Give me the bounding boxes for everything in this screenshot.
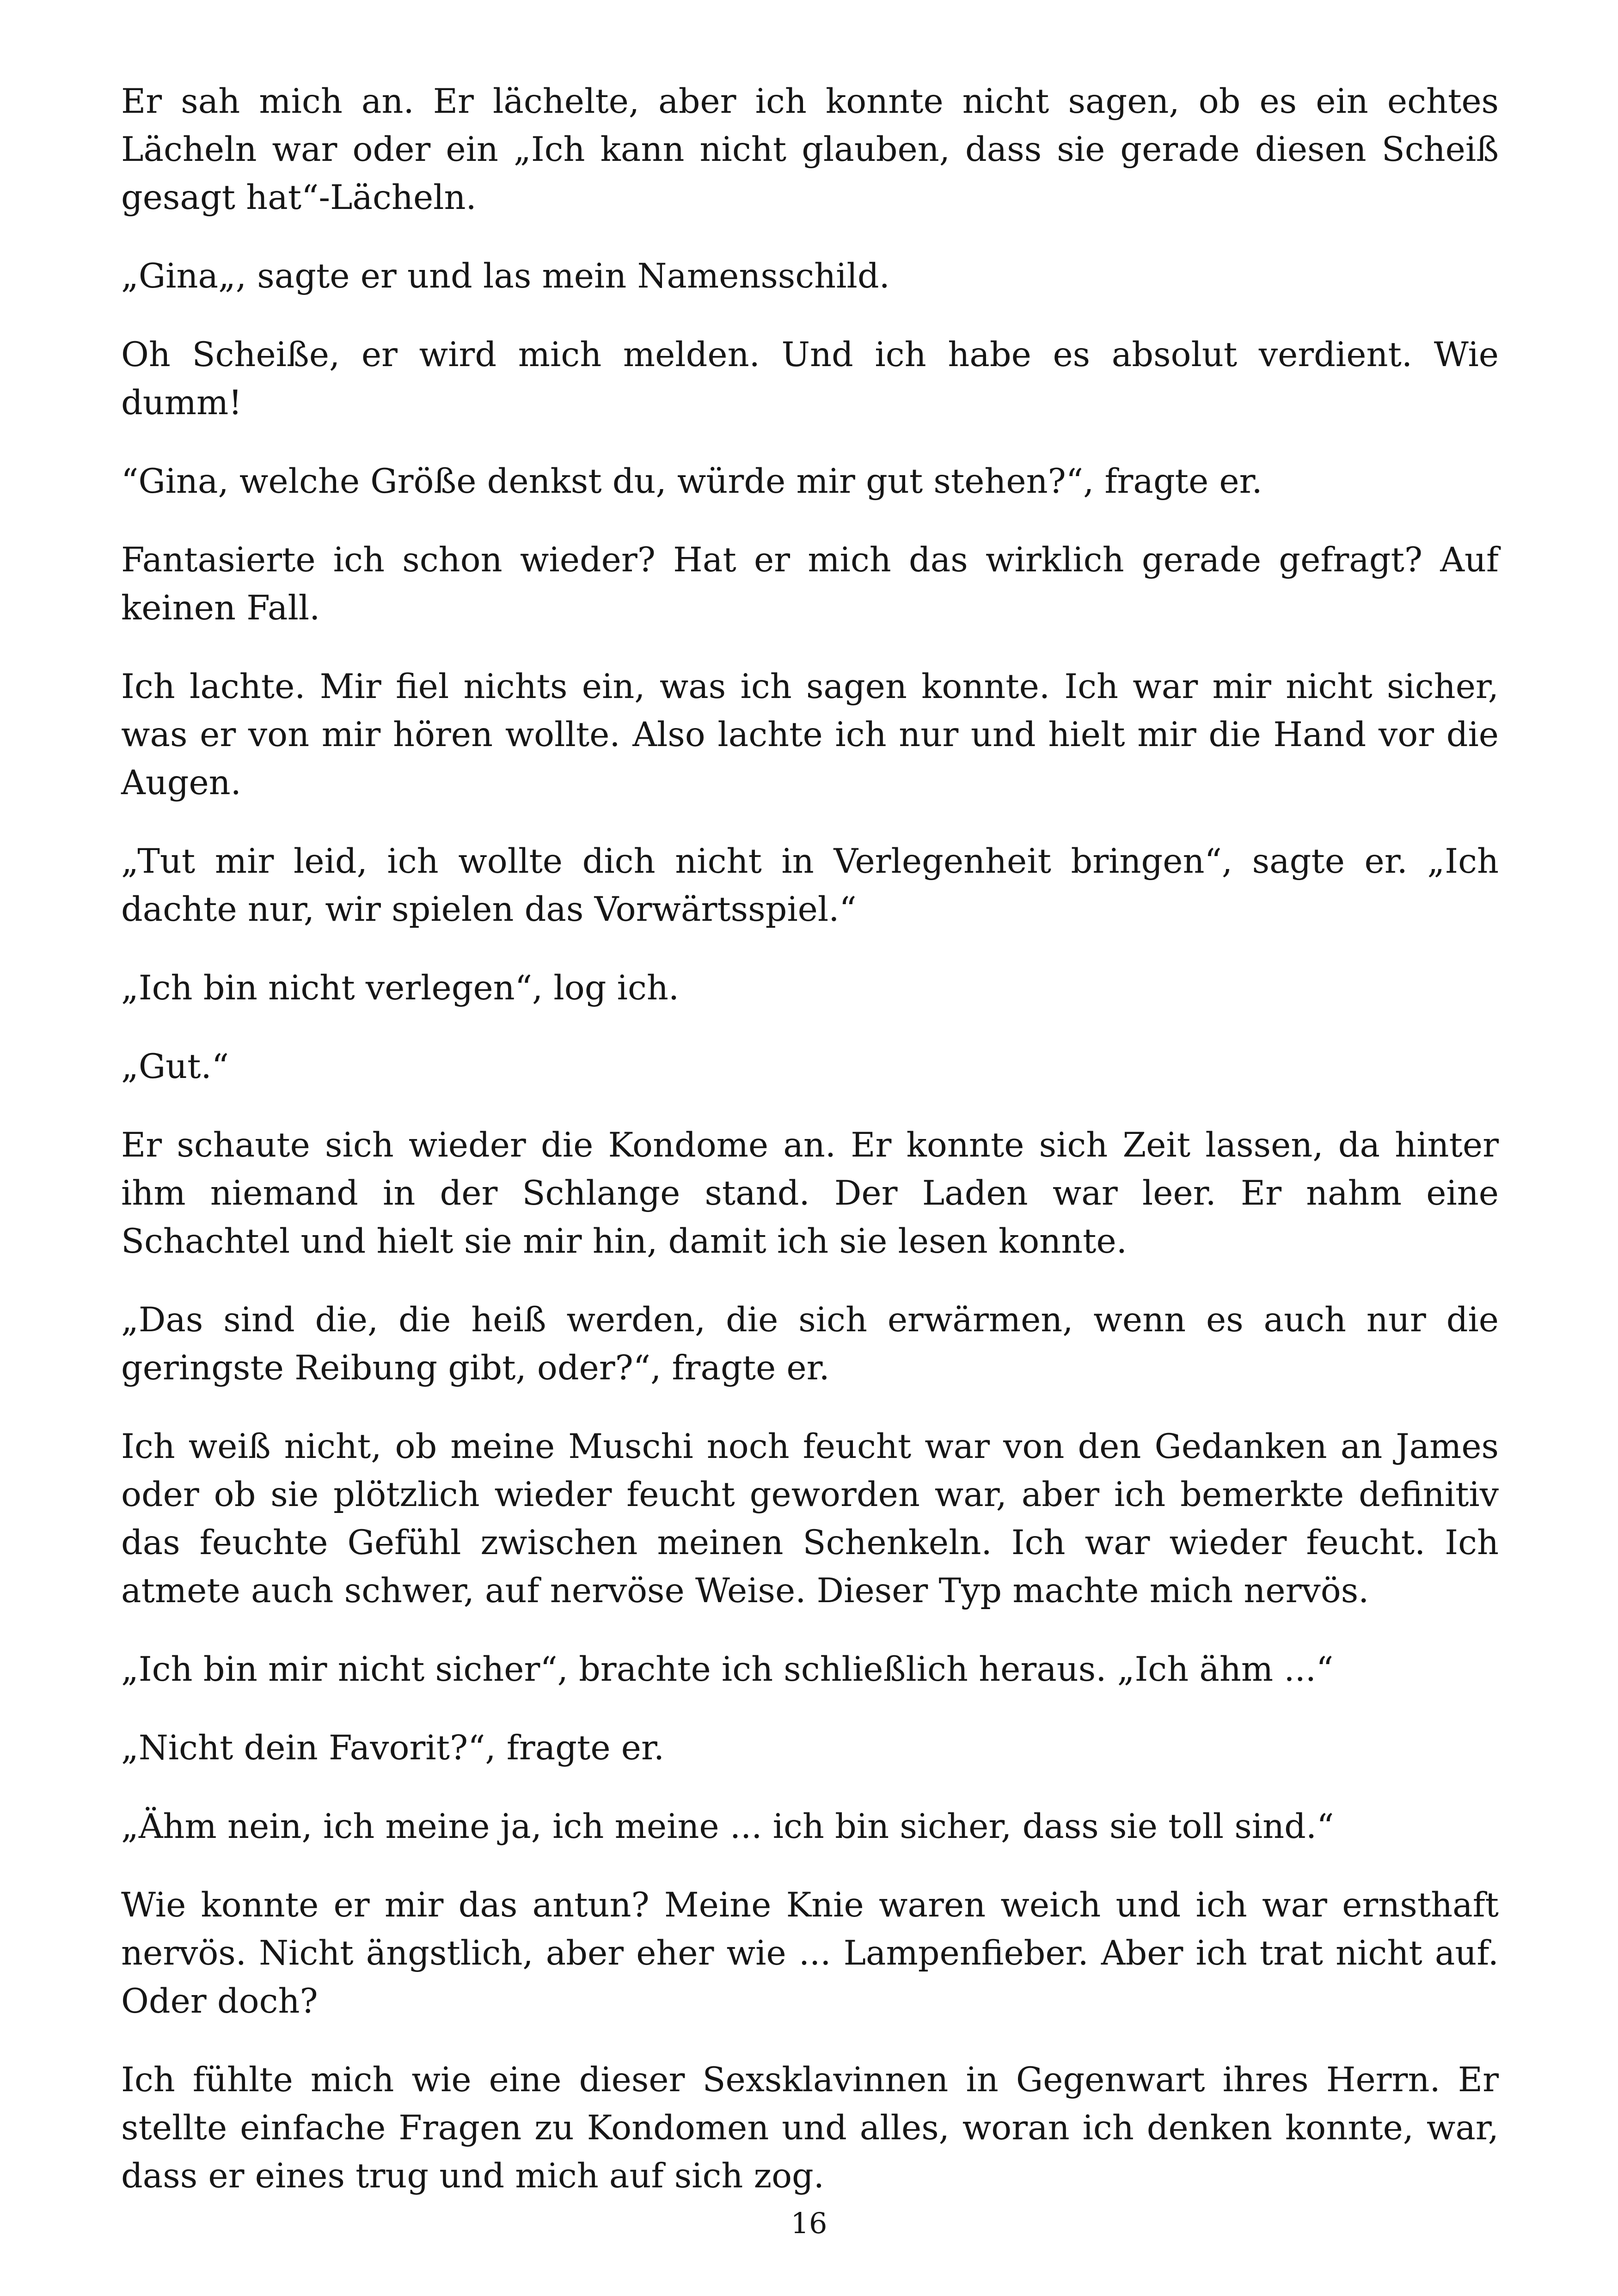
page-body [121,78,1499,2231]
paragraph: „Ich bin mir nicht sicher“, brachte ich schließlich heraus. „Ich ähm ...“ [121,1650,1334,1689]
paragraph: „Ich bin nicht verlegen“, log ich. [121,968,680,1008]
paragraph: „Gina„, sagte er und las mein Namensschild. [121,257,890,296]
paragraph: Ich fühlte mich wie eine dieser Sexsklavinnen in Gegenwart ihres Herrn. Er stellte einfache Fragen zu Kondomen und alles, woran ich denken konnte, war, dass er eines trug und mich auf sich zog. [121,2060,1499,2196]
paragraph: Ich lachte. Mir fiel nichts ein, was ich sagen konnte. Ich war mir nicht sicher, was er von mir hören wollte. Also lachte ich nur und hielt mir die Hand vor die Augen. [121,667,1499,802]
paragraph: Wie konnte er mir das antun? Meine Knie waren weich und ich war ernsthaft nervös. Nicht ängstlich, aber eher wie ... Lampenfieber. Aber ich trat nicht auf. Oder doch? [121,1886,1499,2021]
paragraph: Fantasierte ich schon wieder? Hat er mich das wirklich gerade gefragt? Auf keinen Fall. [121,540,1499,628]
paragraph: „Nicht dein Favorit?“, fragte er. [121,1728,665,1768]
paragraph: „Das sind die, die heiß werden, die sich erwärmen, wenn es auch nur die geringste Reibung gibt, oder?“, fragte er. [121,1300,1499,1388]
paragraph: „Gut.“ [121,1047,229,1086]
paragraph: „Tut mir leid, ich wollte dich nicht in Verlegenheit bringen“, sagte er. „Ich dachte nur, wir spielen das Vorwärtsspiel.“ [121,842,1499,929]
paragraph: Oh Scheiße, er wird mich melden. Und ich habe es absolut verdient. Wie dumm! [121,335,1499,422]
paragraph: Er schaute sich wieder die Kondome an. Er konnte sich Zeit lassen, da hinter ihm niemand in der Schlange stand. Der Laden war leer. Er nahm eine Schachtel und hielt sie mir hin, damit ich sie lesen konnte. [121,1126,1499,1261]
paragraph: “Gina, welche Größe denkst du, würde mir gut stehen?“, fragte er. [121,462,1263,501]
paragraph: Er sah mich an. Er lächelte, aber ich konnte nicht sagen, ob es ein echtes Lächeln war oder ein „Ich kann nicht glauben, dass sie gerade diesen Scheiß gesagt hat“-Lächeln. [121,82,1499,217]
paragraph: Ich weiß nicht, ob meine Muschi noch feucht war von den Gedanken an James oder ob sie plötzlich wieder feucht geworden war, aber ich bemerkte definitiv das feuchte Gefühl zwischen meinen Schenkeln. Ich war wieder feucht. Ich atmete auch schwer, auf nervöse Weise. Dieser Typ machte mich nervös. [121,1427,1499,1610]
paragraph: „Ähm nein, ich meine ja, ich meine ... ich bin sicher, dass sie toll sind.“ [121,1807,1334,1846]
page-number: 16 [791,2206,827,2240]
